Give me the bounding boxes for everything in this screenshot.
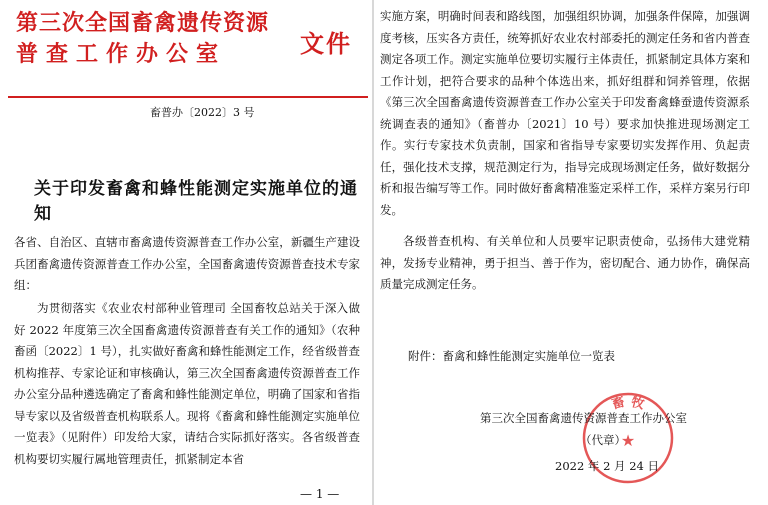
issuer-title-line2: 普查工作办公室 bbox=[16, 41, 227, 67]
issuer-header bbox=[16, 8, 336, 70]
left-page bbox=[0, 0, 372, 505]
red-divider-line bbox=[8, 96, 368, 98]
attachment-line: 附件：畜禽和蜂性能测定实施单位一览表 bbox=[408, 349, 615, 363]
issuer-signature: 第三次全国畜禽遗传资源普查工作办公室 bbox=[480, 411, 687, 425]
addressee: 各省、自治区、直辖市畜禽遗传资源普查工作办公室，新疆生产建设兵团畜禽遗传资源普查工作办公室，全国畜禽遗传资源普查技术专家组： bbox=[14, 235, 360, 292]
signature-seal-note: （代章） bbox=[580, 433, 626, 447]
seal-text: 畜 牧 bbox=[610, 394, 646, 413]
right-page bbox=[380, 0, 762, 505]
body-paragraph-closing: 各级普查机构、有关单位和人员要牢记职责使命，弘扬伟大建党精神，发扬专业精神，勇于担当、善于作为，密切配合、通力协作，确保高质量完成测定任务。 bbox=[380, 234, 750, 291]
document-label: 文件 bbox=[300, 29, 352, 58]
page-divider bbox=[372, 0, 374, 505]
notice-title: 关于印发畜禽和蜂性能测定实施单位的通知 bbox=[34, 179, 358, 224]
issue-date: 2022 年 2 月 24 日 bbox=[555, 459, 659, 473]
right-body bbox=[380, 6, 750, 296]
document-number: 畜普办〔2022〕3 号 bbox=[150, 106, 255, 119]
svg-text:★: ★ bbox=[620, 431, 636, 450]
body-paragraph-continued: 实施方案，明确时间表和路线图，加强组织协调，加强条件保障，加强调度考核，压实各方责任，统筹抓好农业农村部委托的测定任务和省内普查测定各项工作。测定实施单位要切实履行主体责任，抓紧制定具体方案和工作计划，把符合要求的品种个体选出来，抓好组群和饲养管理，依据《第三次全国畜禽遗传资源普查工作办公室关于印发畜禽蜂蚕遗传资源系统调查表的通知》（畜普办〔2021〕10 号）要求加快推进现场测定工作。实行专家技术负责制，国家和省指导专家要切实发挥作用、负起责任，强化技术支撑，规范测定行为，指导完成现场测定任务，做好数据分析和报告编写等工作。同时做好畜禽精准鉴定采样工作，采样方案另行印发。 bbox=[380, 9, 750, 217]
page-number: — 1 — bbox=[300, 487, 340, 501]
left-body bbox=[14, 298, 360, 470]
issuer-title-line1: 第三次全国畜禽遗传资源 bbox=[16, 10, 270, 36]
body-paragraph-1: 为贯彻落实《农业农村部种业管理司 全国畜牧总站关于深入做好 2022 年度第三次全国畜禽遗传资源普查有关工作的通知》（农种畜函〔2022〕1 号），扎实做好畜禽和蜂性能测定工作，经省级普查机构推荐、专家论证和审核确认，第三次全国畜禽遗传资源普查工作办公室分品种遴选确定了畜禽和蜂性能测定单位，明确了国家和省指导专家以及省级普查机构联系人。现将《畜禽和蜂性能测定实施单位一览表》（见附件）印发给大家，请结合实际抓好落实。各省级普查机构要切实履行属地管理责任，抓紧制定本省 bbox=[14, 301, 360, 466]
